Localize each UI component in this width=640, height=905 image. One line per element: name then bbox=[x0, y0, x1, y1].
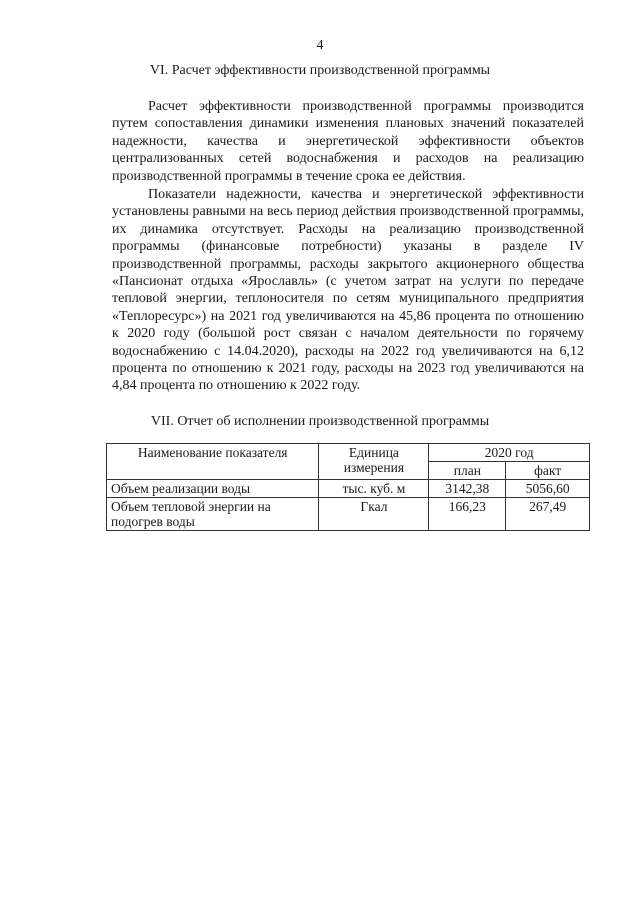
paragraph-indicators-and-expenses bbox=[112, 186, 584, 395]
section-7-heading: VII. Отчет об исполнении производственной программы bbox=[150, 414, 490, 429]
header-year: 2020 год bbox=[429, 444, 590, 462]
table-row bbox=[107, 498, 590, 531]
program-execution-table bbox=[106, 443, 590, 531]
row-plan: 3142,38 bbox=[429, 480, 506, 498]
header-plan: план bbox=[429, 462, 506, 480]
row-unit: Гкал bbox=[319, 498, 429, 531]
row-fact: 5056,60 bbox=[506, 480, 590, 498]
row-name: Объем реализации воды bbox=[107, 480, 319, 498]
paragraph-2-text: Показатели надежности, качества и энергетической эффективности установлены равными на весь период действия производственной программы, их динамика отсутствует. Расходы на реализацию производственной программы (финансовые потребности) указаны в разделе IV производственной программы, расходы закрытого акционерного общества «Пансионат отдыха «Ярославль» (с учетом затрат на услуги по передаче тепловой энергии, теплоносителя по сетям муниципального предприятия «Теплоресурс») на 2021 год увеличиваются на 45,86 процента по отношению к 2020 году (большой рост связан с началом деятельности по горячему водоснабжению с 14.04.2020), расходы на 2022 год увеличиваются на 6,12 процента по отношению к 2021 году, расходы на 2023 год увеличиваются на 4,84 процента по отношению к 2022 году. bbox=[112, 187, 584, 394]
header-fact: факт bbox=[506, 462, 590, 480]
paragraph-efficiency-calculation bbox=[112, 98, 584, 185]
row-name: Объем тепловой энергии на подогрев воды bbox=[107, 498, 319, 531]
paragraph-1-text: Расчет эффективности производственной программы производится путем сопоставления динамики изменения плановых значений показателей надежности, качества и энергетической эффективности объектов централизованных сетей водоснабжения и расходов на реализацию производственной программы в течение срока ее действия. bbox=[112, 99, 584, 184]
table-row bbox=[107, 480, 590, 498]
table-header-row bbox=[107, 444, 590, 462]
row-plan: 166,23 bbox=[429, 498, 506, 531]
section-6-heading: VI. Расчет эффективности производственной программы bbox=[149, 63, 491, 78]
row-fact: 267,49 bbox=[506, 498, 590, 531]
row-unit: тыс. куб. м bbox=[319, 480, 429, 498]
page-number: 4 bbox=[316, 38, 324, 53]
header-unit: Единица измерения bbox=[319, 444, 429, 480]
header-indicator-name: Наименование показателя bbox=[107, 444, 319, 480]
